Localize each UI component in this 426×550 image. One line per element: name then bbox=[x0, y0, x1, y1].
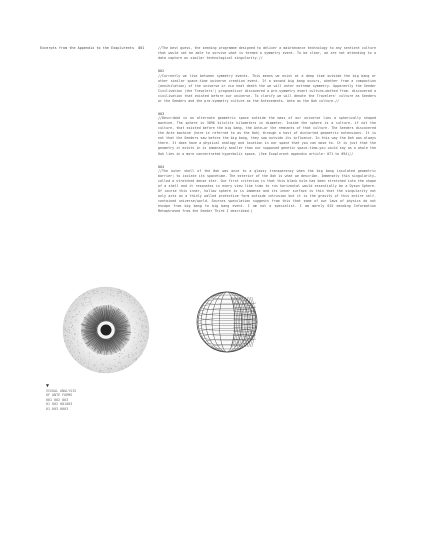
eye-sphere-figure bbox=[60, 284, 152, 376]
legend-marker-icon: ▼ bbox=[46, 383, 50, 389]
entry-text: //Described in an alternate geometric space outside the mass of our universe lies a spherically shaped machine. The sphere is 3896 kilolits kilometers in diameter. Inside the sphere is a culture, if not the culture, that existed before the big bang, the Ante—or the remnants of that culture. The Seeders discovered the Ante machine (here is referred to as the 0oh) through a host of distorted geometric extensions. It is not that the Seeders saw before the big bang, they saw outside its influence. In this way the 0oh was always there. It does have a physical analogy and location in our space that you can move to. It is just that the geometry it exists in is immensely smaller than our supposed genetic space-time—you could say as a whole the 0oh lies in a more concentrated hyperbolic space. (See Exoplurent appendix article: 071 to 094)// bbox=[158, 116, 376, 156]
appendix-title-number: 001 bbox=[138, 46, 145, 50]
entry-004 bbox=[158, 165, 376, 215]
wireframe-sphere-figure bbox=[193, 289, 261, 355]
entries-column bbox=[158, 46, 376, 223]
wireframe-sphere-icon bbox=[193, 289, 261, 355]
appendix-heading bbox=[40, 46, 147, 50]
entry-003 bbox=[158, 112, 376, 157]
legend-line: VISUAL ANALYSIS bbox=[46, 389, 77, 393]
legend-line: 01 002 001003 bbox=[46, 402, 73, 407]
entry-text: //The outer shell of the 0oh was once to a glassy transparency when the big bang insulated geometric barrier; to isolate its spacetime. The exterior of the 0oh is what we describe. Immensely thin singularity—called a stretched dense star. Our first criterion is that this black hole has been stretched into the shape of a shell and it resonates in every view like time to run horizontal would essentially be a Dyson Sphere. Of course this inner, hollow sphere is is immense and its inner surface is thin that the singularity not only acts as a thinly walled protective form outside intrusion but it is the gravity of this entire self-contained universe/world. Sources speculation suggests from this that some of our laws of physics do not escape from big bang to big bang event. I am not a specialist. I am merely 015 mending Information Metaphrased from the Seeder Third I described.) bbox=[158, 168, 376, 214]
eye-sphere-icon bbox=[60, 284, 152, 376]
entry-number: 002 bbox=[158, 69, 165, 74]
appendix-title: Excerpts from the Appendix to the Exoplurents bbox=[40, 46, 135, 50]
visual-analysis-legend bbox=[46, 384, 76, 411]
entry-number: 004 bbox=[158, 164, 165, 169]
legend-line: 001 002 003 bbox=[46, 397, 69, 402]
entry-text: //Currently we live between symmetry events. This means we exist at a deep time outside the big bang or other similar space-time universe creation event. If a second big bang occurs, whether from a compaction (annihilation) of the universe or via heat death the we will enter extreme symmetry. Apparently the Seeder Civilisation (the Travelers') prognosticor discovered a pre-symmetry event culture—dotted from. discovered a civilisation that existed before our universe. To clarify we will denote the Travelers' culture as Seeders or the Seeders and the pre-symmetry culture as the Antecedents. Ante as the 0oh culture.// bbox=[158, 73, 376, 103]
entry-001 bbox=[158, 46, 376, 61]
legend-line: 01 003 0003 bbox=[46, 406, 69, 411]
legend-line: OF ANTE FORMS bbox=[46, 393, 73, 398]
entry-number: 003 bbox=[158, 112, 165, 116]
entry-002 bbox=[158, 69, 376, 103]
entry-text: //The best guess, the seeding programme designed to deliver a maintenance technology to any sentient culture that would not be able to survive what is termed a symmetry event. To be clear, we are not attending to a data capture on similar technological singularity.// bbox=[158, 46, 376, 61]
